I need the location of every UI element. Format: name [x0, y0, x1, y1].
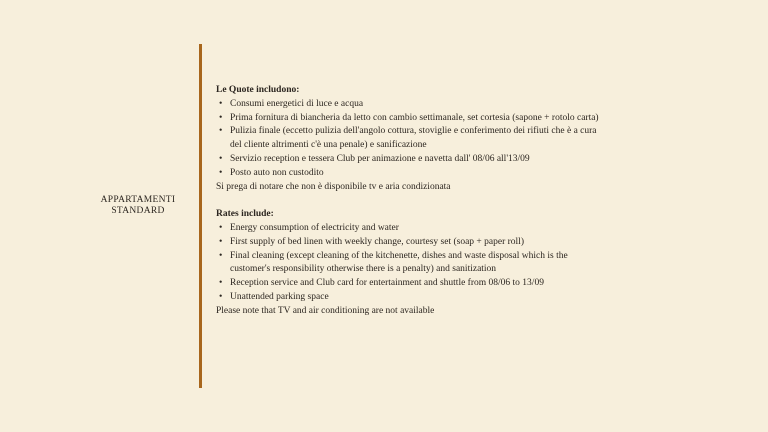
- italian-block: [216, 84, 606, 194]
- list-item: • Consumi energetici di luce e acqua: [216, 98, 606, 112]
- list-item: • Reception service and Club card for entertainment and shuttle from 08/06 to 13/09: [216, 277, 606, 291]
- italian-note: Si prega di notare che non è disponibile tv e aria condizionata: [216, 181, 451, 192]
- english-block: [216, 208, 606, 318]
- list-item: • First supply of bed linen with weekly change, courtesy set (soap + paper roll): [216, 236, 606, 250]
- list-item: • Unattended parking space: [216, 291, 606, 305]
- list-item: • Energy consumption of electricity and water: [216, 222, 606, 236]
- english-title: Rates include:: [216, 209, 274, 220]
- english-list: [216, 222, 606, 305]
- section-spacer: [216, 194, 606, 208]
- vertical-divider: [199, 44, 202, 388]
- apartment-type-label: [88, 195, 188, 216]
- list-item: • Final cleaning (except cleaning of the kitchenette, dishes and waste disposal which is the customer's responsibility otherwise there is a penalty) and sanitization: [216, 250, 606, 278]
- list-item: • Prima fornitura di biancheria da letto con cambio settimanale, set cortesia (sapone + rotolo carta): [216, 112, 606, 126]
- english-note: Please note that TV and air conditioning are not available: [216, 305, 435, 316]
- apartment-type-line1: APPARTAMENTI: [100, 195, 176, 205]
- apartment-type-line2: STANDARD: [111, 205, 165, 216]
- italian-list: [216, 98, 606, 181]
- list-item: • Posto auto non custodito: [216, 167, 606, 181]
- italian-title: Le Quote includono:: [216, 85, 300, 95]
- rates-content: [216, 84, 606, 319]
- list-item: • Pulizia finale (eccetto pulizia dell'angolo cottura, stoviglie e conferimento dei rifiuti che è a cura del cliente altrimenti c'è una penale) e sanificazione: [216, 125, 606, 153]
- list-item: • Servizio reception e tessera Club per animazione e navetta dall' 08/06 all'13/09: [216, 153, 606, 167]
